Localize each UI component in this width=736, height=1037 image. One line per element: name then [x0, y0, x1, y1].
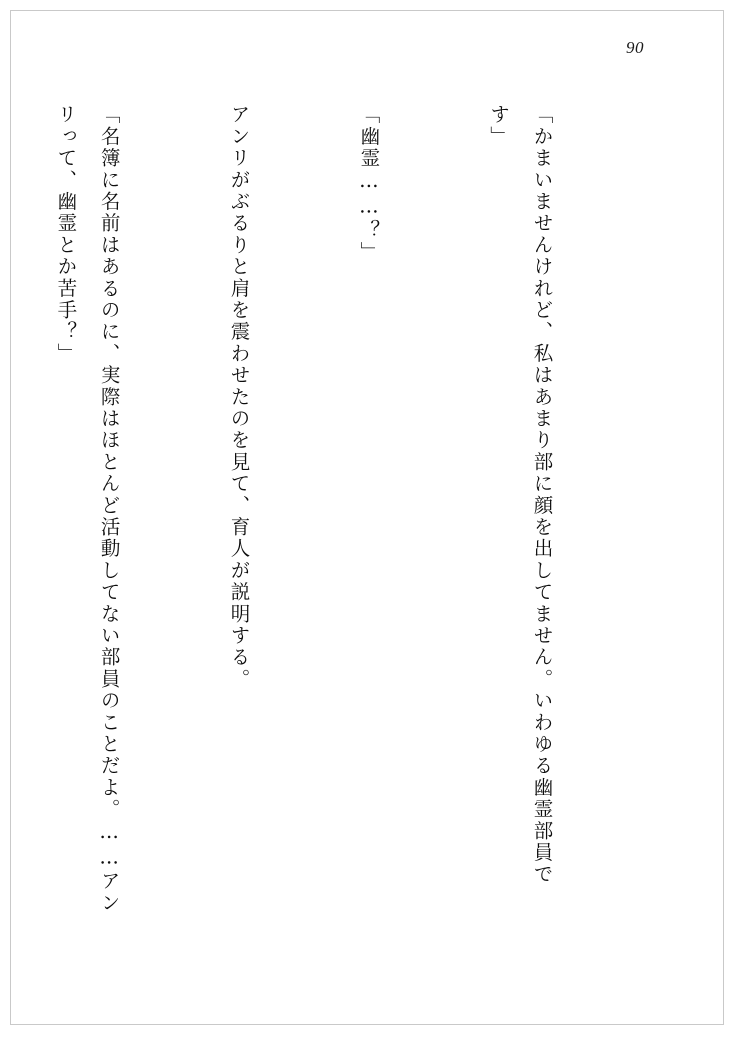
- paragraph: 「幽霊……？」: [357, 104, 381, 263]
- page-body-text: [0, 104, 650, 914]
- paragraph: 「かまいませんけれど、私はあまり部に顔を出してません。いわゆる幽霊部員です」: [487, 104, 554, 886]
- paragraph: 「名簿に名前はあるのに、実際はほとんど活動してない部員のことだよ。……アンリって、幽霊とか苦手？」: [54, 104, 121, 914]
- page-number: 90: [626, 38, 644, 57]
- paragraph: アンリがぶるりと肩を震わせたのを見て、育人が説明する。: [227, 104, 251, 690]
